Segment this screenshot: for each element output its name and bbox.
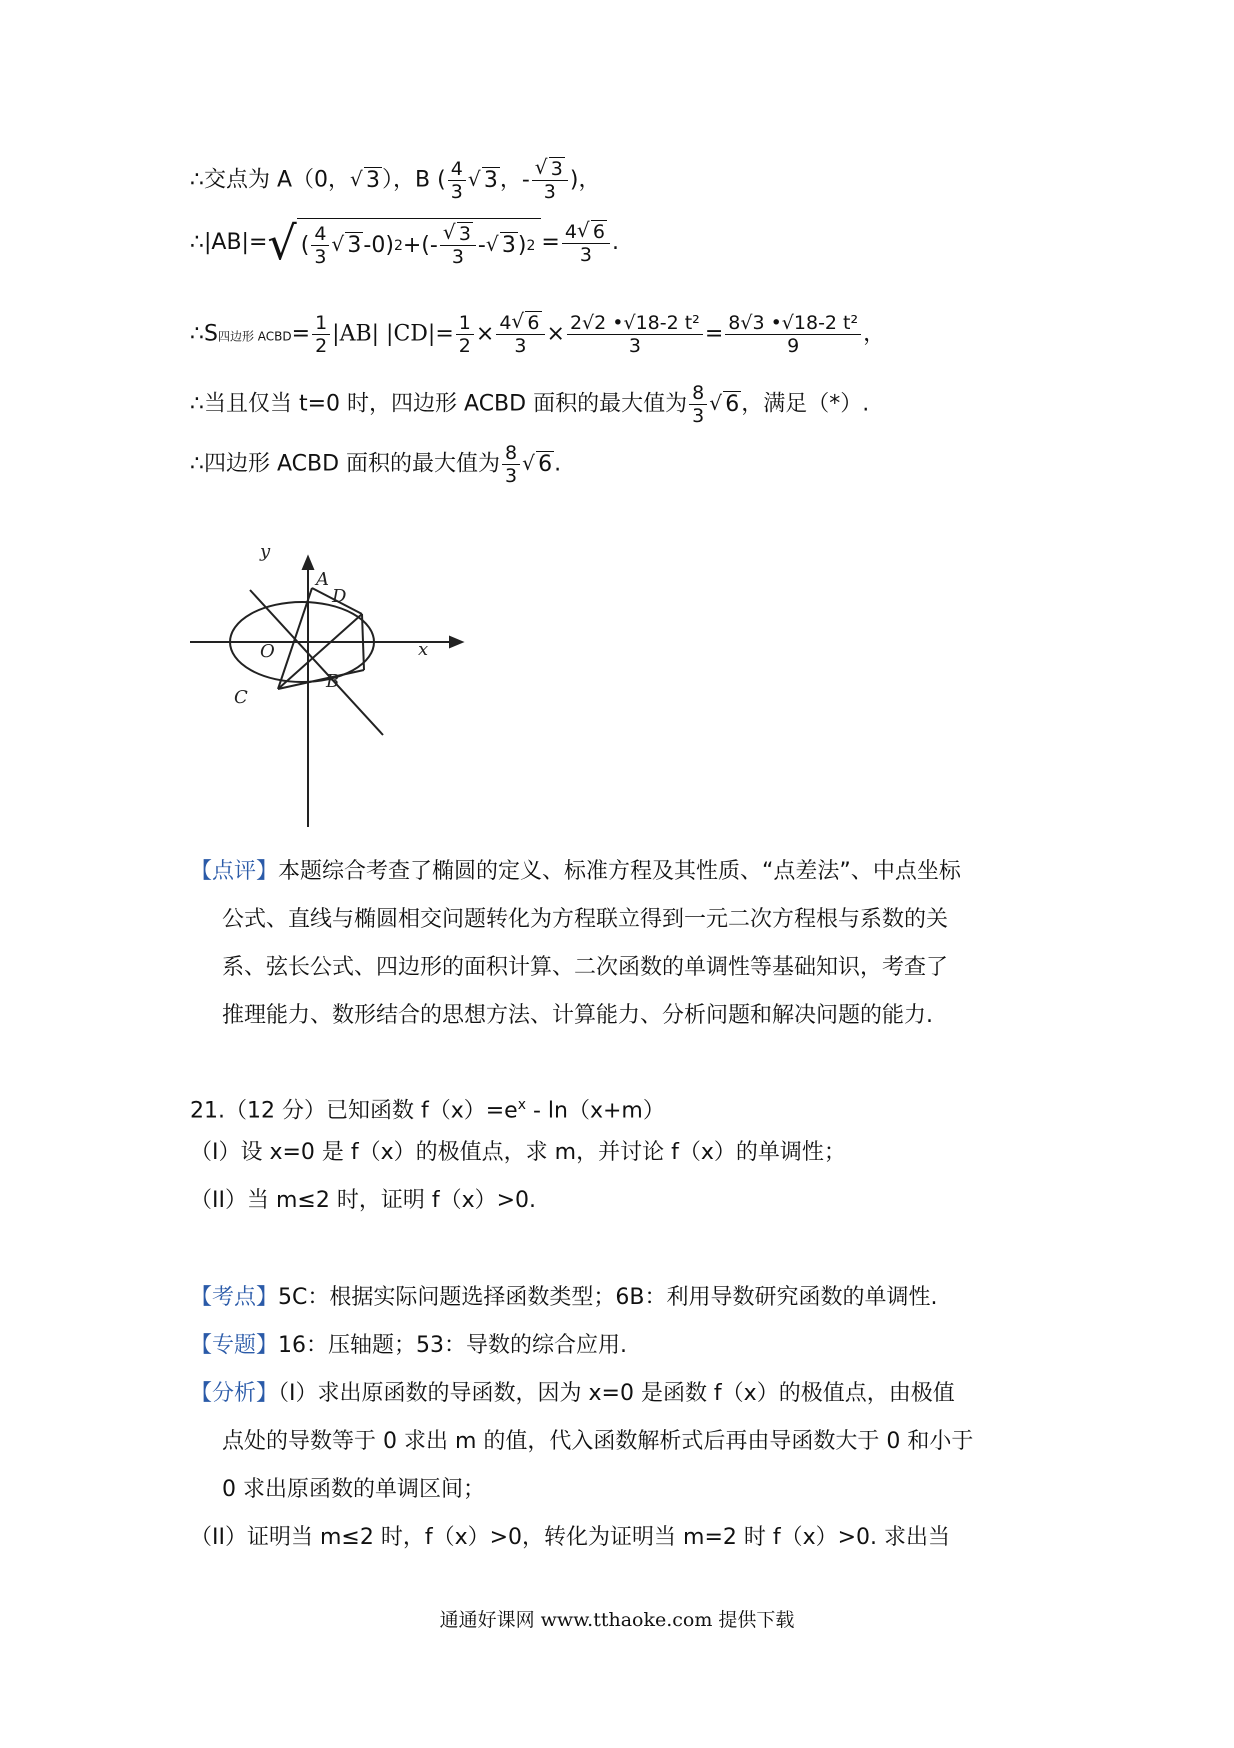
fraction: √ $\frac{3}{3}$ (532, 158, 568, 203)
solution-line-area: ∴S四边形 ACBD= $\frac{1}{2}$ |AB| |CD|= $\frac{1}{2}$ × $\frac{4√ 6}{3}$ × $\frac{\text{2√2 •√18-2 t²}}{3}$ = $\frac{\text{8√3 •√18-2 t²}}{9}$ ， (190, 312, 885, 357)
fraction: $\frac{4}{3}$ (448, 158, 466, 203)
text: - (521, 167, 530, 193)
zhuanti-line: 【专题】16：压轴题；53：导数的综合应用. (190, 1333, 627, 1358)
kaodian-tag: 【考点】 (190, 1285, 279, 1310)
fenxi-line-1: 【分析】（I）求出原函数的导函数，因为 x=0 是函数 f（x）的极值点，由极值 (190, 1381, 955, 1406)
review-tag: 【点评】 (190, 859, 279, 884)
label-a: A (316, 569, 329, 590)
review-line-3: 系、弦长公式、四边形的面积计算、二次函数的单调性等基础知识，考查了 (222, 955, 949, 980)
label-y: y (260, 545, 271, 562)
fenxi-tag: 【分析】 (190, 1381, 279, 1406)
label-c: C (234, 687, 248, 708)
solution-line-intersection (190, 158, 600, 203)
text: ∴交点为 A（0， (190, 167, 351, 193)
problem-21-part1: （I）设 x=0 是 f（x）的极值点，求 m，并讨论 f（x）的单调性； (190, 1140, 846, 1165)
x-axis-arrow (450, 637, 462, 647)
zhuanti-tag: 【专题】 (190, 1333, 279, 1358)
kaodian-line: 【考点】5C：根据实际问题选择函数类型；6B：利用导数研究函数的单调性. (190, 1285, 938, 1310)
sqrt: √ 3 (468, 166, 500, 196)
label-x: x (418, 639, 429, 660)
sqrt: √ 3 (350, 166, 382, 196)
footer: 通通好课网 www.tthaoke.com 提供下载 (439, 1609, 795, 1631)
text: ∴|AB|= (190, 230, 268, 255)
label-d: D (332, 586, 347, 607)
ellipse-diagram (190, 545, 490, 830)
fraction: $\frac{4√ 6}{3}$ (562, 221, 610, 266)
text: )， (569, 167, 601, 193)
big-sqrt: √ ( $\frac{4}{3}$ √ 3 -0) 2 +(- √ $\frac{3}{3}$ - √ 3 ) 2 (267, 218, 541, 268)
solution-line-conclusion: ∴四边形 ACBD 面积的最大值为 $\frac{8}{3}$ √ 6. (190, 442, 561, 487)
fenxi-line-4: （II）证明当 m≤2 时，f（x）>0，转化为证明当 m=2 时 f（x）>0. 求出当 (190, 1525, 951, 1550)
review-line-2: 公式、直线与椭圆相交问题转化为方程联立得到一元二次方程根与系数的关 (222, 907, 949, 932)
solution-line-ab-length: ∴|AB|= √ ( $\frac{4}{3}$ √ 3 -0) 2 +(- √ $\frac{3}{3}$ - √ 3 ) 2 = $\frac{4√ 6}{3}$ . (190, 218, 619, 268)
line-cb (278, 670, 364, 689)
text: ），B ( (382, 167, 446, 193)
fenxi-line-2: 点处的导数等于 0 求出 m 的值，代入函数解析式后再由导函数大于 0 和小于 (222, 1429, 974, 1454)
label-o: O (260, 641, 275, 662)
text: ∴当且仅当 t=0 时，四边形 ACBD 面积的最大值为 (190, 391, 688, 417)
text: ∴四边形 ACBD 面积的最大值为 (190, 451, 501, 477)
y-axis-arrow (303, 557, 313, 569)
subscript: 四边形 ACBD (217, 329, 292, 344)
problem-21-title: 21.（12 分）已知函数 $f(x)=e^x - \ln(x+m)$ (190, 1097, 665, 1124)
label-b: B (326, 671, 340, 692)
text: ∴S (190, 321, 218, 347)
solution-line-max-condition: ∴当且仅当 t=0 时，四边形 ACBD 面积的最大值为 $\frac{8}{3}$ √ 6，满足（*）. (190, 382, 869, 427)
problem-21-part2: （II）当 m≤2 时，证明 f（x）>0. (190, 1188, 537, 1213)
fenxi-line-3: 0 求出原函数的单调区间； (222, 1477, 485, 1502)
review-line-1: 【点评】本题综合考查了椭圆的定义、标准方程及其性质、“点差法”、中点坐标 (190, 859, 961, 884)
text: ， (499, 167, 522, 193)
review-line-4: 推理能力、数形结合的思想方法、计算能力、分析问题和解决问题的能力. (222, 1003, 933, 1028)
